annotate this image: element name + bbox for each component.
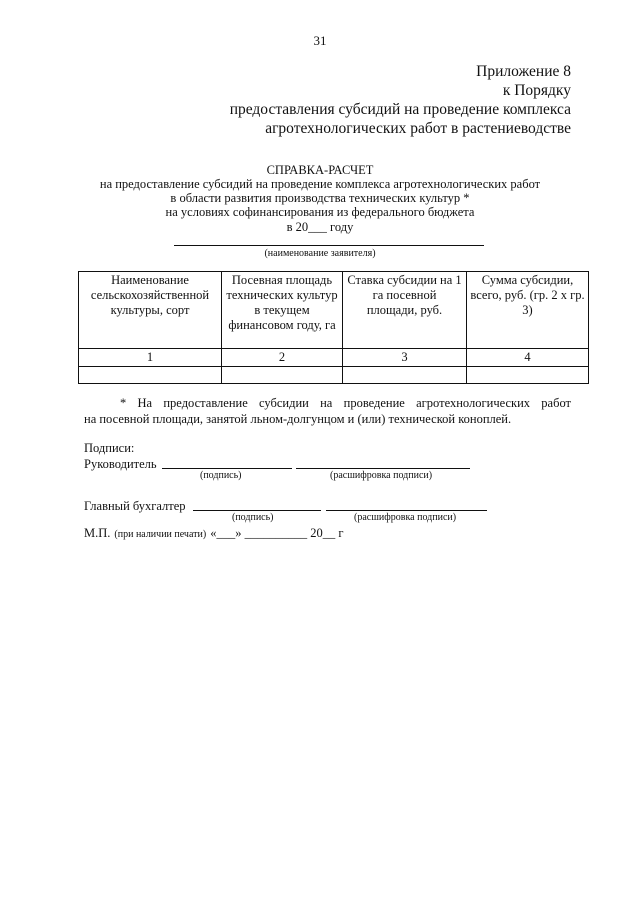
seal-note: (при наличии печати): [114, 529, 207, 540]
page-number: 31: [313, 33, 327, 48]
table-header-row: [79, 272, 589, 349]
title-line-3: на условиях софинансирования из федерального бюджета: [165, 205, 475, 219]
table-number-cell: 1: [79, 349, 222, 367]
head-signature-caption: (подпись): [200, 470, 242, 481]
accountant-signature-line: [193, 510, 321, 511]
footnote-line-2: на посевной площади, занятой льном-долгунцом и (или) технической коноплей.: [84, 412, 512, 426]
calculation-table: [78, 271, 589, 384]
appendix-line-1: Приложение 8: [476, 63, 571, 80]
applicant-caption: (наименование заявителя): [264, 248, 376, 259]
table-header-cell: Посевная площадь технических культур в текущем финансовом году, га: [222, 272, 343, 349]
head-decoding-caption: (расшифровка подписи): [330, 470, 433, 481]
applicant-name-line: [174, 245, 484, 246]
seal-line: [84, 524, 343, 542]
table-cell: [222, 367, 343, 384]
table-cell: [467, 367, 589, 384]
appendix-line-4: агротехнологических работ в растениеводстве: [265, 120, 571, 137]
accountant-decoding-caption: (расшифровка подписи): [354, 512, 457, 523]
table-header-cell: Сумма субсидии, всего, руб. (гр. 2 х гр. 3): [467, 272, 589, 349]
table-header-cell: Наименование сельскохозяйственной культуры, сорт: [79, 272, 222, 349]
seal-label: М.П.: [84, 526, 111, 540]
table-header-cell: Ставка субсидии на 1 га посевной площади, руб.: [343, 272, 467, 349]
head-decoding-line: [296, 468, 470, 469]
title-line-4: в 20___ году: [286, 220, 354, 234]
head-signature-line: [162, 468, 292, 469]
date-field: «___» __________ 20__ г: [210, 526, 344, 540]
accountant-signature-caption: (подпись): [232, 512, 274, 523]
title-line-2: в области развития производства технических культур *: [170, 191, 470, 205]
document-heading: СПРАВКА-РАСЧЕТ: [266, 163, 374, 177]
table-cell: [343, 367, 467, 384]
table-number-cell: 3: [343, 349, 467, 367]
accountant-label: Главный бухгалтер: [84, 499, 186, 513]
accountant-decoding-line: [326, 510, 487, 511]
table-number-cell: 4: [467, 349, 589, 367]
signatures-label: Подписи:: [84, 441, 135, 455]
table-cell: [79, 367, 222, 384]
table-number-row: [79, 349, 589, 367]
appendix-line-3: предоставления субсидий на проведение комплекса: [229, 101, 571, 118]
appendix-line-2: к Порядку: [502, 82, 571, 99]
title-line-1: на предоставление субсидий на проведение комплекса агротехнологических работ: [99, 177, 541, 191]
head-label: Руководитель: [84, 457, 157, 471]
table-number-cell: 2: [222, 349, 343, 367]
table-row: [79, 367, 589, 384]
footnote-line-1: * На предоставление субсидии на проведение агротехнологических работ: [120, 396, 571, 410]
